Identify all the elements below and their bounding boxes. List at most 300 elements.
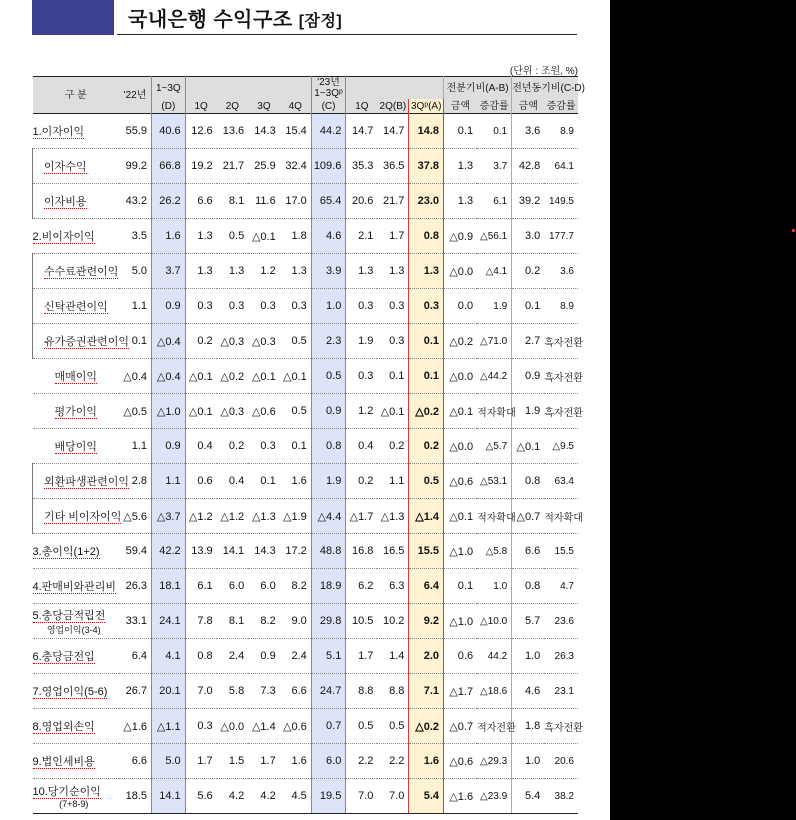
- header-d: (D): [152, 99, 186, 114]
- header-2023-year: '23년: [317, 77, 340, 88]
- row-label: [33, 254, 119, 289]
- row-label-text: 3.총이익(1+2): [32, 546, 100, 558]
- table-cell: △0.2: [409, 709, 444, 744]
- row-label-text: 이자수익: [44, 161, 87, 173]
- table-cell: 6.1: [185, 569, 217, 604]
- table-cell: 8.2: [280, 569, 312, 604]
- table-cell: 1.9: [311, 464, 346, 499]
- table-cell: 0.1: [477, 114, 512, 149]
- title-suffix: [잠정]: [298, 13, 343, 30]
- table-cell: 1.7: [377, 219, 409, 254]
- table-cell: 0.3: [217, 289, 249, 324]
- table-cell: 37.8: [409, 149, 444, 184]
- header-category: 구 분: [33, 77, 119, 114]
- table-cell: 6.4: [119, 639, 152, 674]
- table-cell: 6.0: [217, 569, 249, 604]
- row-label-text: 배당이익: [54, 441, 98, 453]
- table-cell: 4.7: [544, 569, 578, 604]
- header-q1: 1Q: [185, 99, 217, 114]
- table-cell: 0.2: [377, 429, 409, 464]
- table-cell: △0.1: [512, 429, 545, 464]
- table-cell: 0.3: [280, 289, 312, 324]
- table-cell: 2.3: [311, 324, 346, 359]
- black-panel: [610, 0, 796, 820]
- table-cell: 55.9: [119, 114, 152, 149]
- row-label-text: 1.이자이익: [32, 126, 85, 138]
- row-label: [33, 744, 119, 779]
- table-cell: △0.1: [248, 359, 280, 394]
- table-cell: 0.3: [377, 289, 409, 324]
- table-cell: △29.3: [477, 744, 512, 779]
- table-cell: △0.1: [444, 499, 478, 534]
- table-cell: 23.0: [409, 184, 444, 219]
- table-cell: 0.3: [185, 289, 217, 324]
- table-cell: 0.1: [377, 359, 409, 394]
- table-cell: △71.0: [477, 324, 512, 359]
- table-cell: 1.0: [512, 639, 545, 674]
- table-cell: 0.5: [346, 709, 378, 744]
- table-cell: 25.9: [248, 149, 280, 184]
- table-cell: 10.5: [346, 604, 378, 639]
- table-cell: 14.8: [409, 114, 444, 149]
- row-label-text: 4.판매비와관리비: [32, 581, 117, 593]
- table-cell: 2.1: [346, 219, 378, 254]
- table-cell: 6.4: [409, 569, 444, 604]
- table-cell: 11.6: [248, 184, 280, 219]
- table-cell: 14.7: [377, 114, 409, 149]
- table-cell: 2.4: [217, 639, 249, 674]
- table-cell: 0.2: [346, 464, 378, 499]
- header-2022-quarters: [185, 77, 311, 100]
- table-cell: 7.1: [409, 674, 444, 709]
- table-cell: 0.3: [346, 289, 378, 324]
- row-label: [33, 149, 119, 184]
- table-cell: △1.0: [444, 534, 478, 569]
- table-cell: 5.1: [311, 639, 346, 674]
- table-cell: △5.7: [477, 429, 512, 464]
- table-row: [33, 744, 579, 779]
- table-cell: 4.6: [512, 674, 545, 709]
- table-cell: 4.2: [248, 779, 280, 814]
- table-cell: 1.3: [280, 254, 312, 289]
- table-cell: 0.0: [444, 289, 478, 324]
- table-cell: 0.3: [248, 289, 280, 324]
- table-cell: 20.6: [544, 744, 578, 779]
- table-cell: 0.9: [152, 429, 186, 464]
- table-cell: 10.2: [377, 604, 409, 639]
- table-cell: 1.2: [248, 254, 280, 289]
- table-cell: 0.8: [311, 429, 346, 464]
- table-cell: △1.6: [444, 779, 478, 814]
- table-cell: △4.1: [477, 254, 512, 289]
- table-cell: △0.6: [444, 744, 478, 779]
- row-label-sub: 영업이익(3-4): [46, 624, 101, 635]
- table-cell: 21.7: [217, 149, 249, 184]
- table-cell: 1.4: [377, 639, 409, 674]
- table-cell: △44.2: [477, 359, 512, 394]
- table-cell: 26.2: [152, 184, 186, 219]
- table-cell: 0.1: [248, 464, 280, 499]
- row-label-text: 기타 비이자이익: [44, 511, 122, 523]
- table-cell: 3.5: [119, 219, 152, 254]
- table-cell: 1.6: [409, 744, 444, 779]
- table-cell: 14.7: [346, 114, 378, 149]
- table-cell: 1.8: [512, 709, 545, 744]
- table-cell: 15.5: [544, 534, 578, 569]
- table-cell: 177.7: [544, 219, 578, 254]
- table-cell: 흑자전환: [544, 324, 578, 359]
- table-cell: 7.0: [377, 779, 409, 814]
- row-label: [33, 359, 119, 394]
- table-cell: △0.3: [248, 324, 280, 359]
- table-cell: 26.3: [119, 569, 152, 604]
- table-cell: 1.3: [346, 254, 378, 289]
- table-cell: 0.1: [280, 429, 312, 464]
- header-yoy: 전년동기비(C-D): [512, 77, 578, 100]
- table-cell: 0.4: [217, 464, 249, 499]
- table-cell: 63.4: [544, 464, 578, 499]
- row-label: [33, 324, 130, 359]
- row-label: [33, 184, 119, 219]
- table-cell: 17.2: [280, 534, 312, 569]
- row-label: [33, 394, 119, 429]
- header-qoq-rate: 증감률: [477, 99, 512, 114]
- table-cell: 3.6: [544, 254, 578, 289]
- table-cell: 1.0: [512, 744, 545, 779]
- table-cell: △0.6: [248, 394, 280, 429]
- table-cell: 1.9: [346, 324, 378, 359]
- row-label-text: 이자비용: [44, 196, 87, 208]
- table-cell: 4.2: [217, 779, 249, 814]
- table-cell: 적자확대: [477, 394, 512, 429]
- table-cell: 65.4: [311, 184, 346, 219]
- table-cell: 14.1: [217, 534, 249, 569]
- title-text: 국내은행 수익구조: [128, 9, 293, 31]
- table-cell: △0.5: [119, 394, 152, 429]
- table-cell: 0.5: [217, 219, 249, 254]
- table-row: [33, 639, 579, 674]
- table-cell: 0.2: [217, 429, 249, 464]
- table-cell: 0.9: [152, 289, 186, 324]
- table-cell: 14.3: [248, 534, 280, 569]
- table-cell: 1.3: [217, 254, 249, 289]
- table-cell: 1.3: [185, 254, 217, 289]
- table-cell: △0.0: [444, 359, 478, 394]
- row-label: [33, 499, 122, 534]
- table-cell: 42.2: [152, 534, 186, 569]
- table-cell: 6.6: [119, 744, 152, 779]
- row-label-text: 5.충당금적립전: [32, 609, 106, 622]
- table-row: [33, 324, 579, 359]
- row-label-text: 2.비이자이익: [32, 231, 95, 243]
- table-cell: 6.0: [311, 744, 346, 779]
- table-row: [33, 534, 579, 569]
- table-cell: 1.7: [185, 744, 217, 779]
- table-cell: 0.3: [377, 324, 409, 359]
- table-cell: 33.1: [119, 604, 152, 639]
- table-cell: 1.7: [346, 639, 378, 674]
- table-cell: 5.0: [152, 744, 186, 779]
- table-cell: △0.3: [217, 394, 249, 429]
- table-cell: 0.5: [280, 394, 312, 429]
- table-cell: 0.5: [280, 324, 312, 359]
- table-cell: 6.6: [512, 534, 545, 569]
- table-cell: 1.0: [311, 289, 346, 324]
- header-q4: 4Q: [280, 99, 312, 114]
- table-cell: 24.1: [152, 604, 186, 639]
- table-cell: 3.0: [512, 219, 545, 254]
- row-label: [33, 464, 130, 499]
- table-cell: 1.3: [444, 184, 478, 219]
- table-cell: 1.3: [185, 219, 217, 254]
- table-cell: △0.1: [185, 359, 217, 394]
- table-cell: 21.7: [377, 184, 409, 219]
- row-label-text: 10.당기순이익: [32, 786, 101, 798]
- table-cell: 0.8: [512, 464, 545, 499]
- table-cell: 8.8: [346, 674, 378, 709]
- table-cell: 0.8: [512, 569, 545, 604]
- table-row: [33, 184, 579, 219]
- header-nq1: 1Q: [346, 99, 378, 114]
- table-cell: △4.4: [311, 499, 346, 534]
- row-label-text: 외환파생관련이익: [44, 476, 130, 488]
- table-body: [32, 114, 583, 814]
- table-cell: 35.3: [346, 149, 378, 184]
- table-cell: 0.5: [409, 464, 444, 499]
- header-nq3: 3Qᵖ(A): [409, 99, 444, 114]
- table-cell: 0.4: [346, 429, 378, 464]
- table-cell: △0.0: [444, 254, 478, 289]
- table-cell: 17.0: [280, 184, 312, 219]
- table-cell: 적자확대: [477, 499, 512, 534]
- table-cell: 48.8: [311, 534, 346, 569]
- table-cell: △0.4: [119, 359, 152, 394]
- table-cell: 5.6: [185, 779, 217, 814]
- table-row: [33, 429, 579, 464]
- row-label-text: 8.영업외손익: [32, 721, 95, 733]
- table-cell: 0.1: [409, 324, 444, 359]
- table-cell: 6.2: [346, 569, 378, 604]
- table-cell: △23.9: [477, 779, 512, 814]
- row-label-text: 9.법인세비용: [32, 756, 95, 768]
- table-cell: 13.9: [185, 534, 217, 569]
- table-cell: 8.2: [248, 604, 280, 639]
- table-cell: 5.8: [217, 674, 249, 709]
- table-cell: 38.2: [544, 779, 578, 814]
- table-cell: △1.0: [152, 394, 186, 429]
- table-cell: 적자전환: [477, 709, 512, 744]
- table-cell: △9.5: [544, 429, 578, 464]
- table-cell: 42.8: [512, 149, 545, 184]
- table-cell: 5.7: [512, 604, 545, 639]
- table-cell: 36.5: [377, 149, 409, 184]
- table-cell: 3.7: [152, 254, 186, 289]
- table-cell: 40.6: [152, 114, 186, 149]
- table-cell: 1.2: [346, 394, 378, 429]
- table-cell: 5.4: [512, 779, 545, 814]
- row-label-text: 6.충당금전입: [32, 651, 95, 663]
- table-cell: 0.9: [512, 359, 545, 394]
- table-row: [33, 114, 579, 149]
- table-cell: 0.1: [444, 569, 478, 604]
- table-cell: △1.4: [248, 709, 280, 744]
- row-label: [33, 534, 119, 569]
- table-cell: 15.4: [280, 114, 312, 149]
- table-row: [33, 709, 579, 744]
- header-2023-period: 1~3Qᵖ: [314, 88, 343, 99]
- table-cell: 0.5: [311, 359, 346, 394]
- table-cell: 0.3: [248, 429, 280, 464]
- table-row: [33, 569, 579, 604]
- row-label-text: 매매이익: [54, 371, 98, 383]
- table-cell: △0.1: [248, 219, 280, 254]
- table-cell: 6.1: [477, 184, 512, 219]
- table-cell: 6.0: [248, 569, 280, 604]
- table-row: [33, 604, 579, 639]
- header-q3: 3Q: [248, 99, 280, 114]
- row-label-text: 평가이익: [54, 406, 98, 418]
- table-cell: 6.6: [280, 674, 312, 709]
- table-cell: 6.3: [377, 569, 409, 604]
- table-cell: 1.6: [152, 219, 186, 254]
- table-cell: 29.8: [311, 604, 346, 639]
- table-cell: △0.2: [444, 324, 478, 359]
- table-cell: △0.7: [512, 499, 545, 534]
- table-cell: 5.0: [119, 254, 152, 289]
- table-cell: 2.8: [119, 464, 152, 499]
- table-cell: △0.7: [444, 709, 478, 744]
- row-label: [33, 639, 119, 674]
- table-cell: 0.8: [409, 219, 444, 254]
- table-cell: 15.5: [409, 534, 444, 569]
- table-cell: 2.2: [377, 744, 409, 779]
- table-cell: 7.0: [185, 674, 217, 709]
- table-cell: △0.0: [444, 429, 478, 464]
- table-cell: △1.3: [377, 499, 409, 534]
- table-cell: △1.1: [152, 709, 186, 744]
- page-title: [128, 3, 342, 32]
- table-cell: 5.4: [409, 779, 444, 814]
- header-c: (C): [311, 99, 346, 114]
- table-row: [33, 464, 579, 499]
- table-cell: 109.6: [311, 149, 346, 184]
- table-row: [33, 394, 579, 429]
- table-cell: △0.6: [280, 709, 312, 744]
- table-cell: 32.4: [280, 149, 312, 184]
- table-cell: 1.3: [377, 254, 409, 289]
- table-cell: 24.7: [311, 674, 346, 709]
- header-qoq: 전분기비(A-B): [444, 77, 512, 100]
- title-decoration-box: [32, 0, 114, 35]
- table-cell: △10.0: [477, 604, 512, 639]
- table-cell: 7.0: [346, 779, 378, 814]
- table-cell: 8.1: [217, 184, 249, 219]
- table-cell: 14.3: [248, 114, 280, 149]
- table-cell: △56.1: [477, 219, 512, 254]
- header-2023: [311, 77, 346, 100]
- table-cell: 2.4: [280, 639, 312, 674]
- table-cell: 19.5: [311, 779, 346, 814]
- table-cell: 99.2: [119, 149, 152, 184]
- row-label: [33, 779, 119, 814]
- table-cell: 0.9: [311, 394, 346, 429]
- table-cell: 1.6: [280, 464, 312, 499]
- table-cell: 0.3: [346, 359, 378, 394]
- table-cell: 1.9: [512, 394, 545, 429]
- table-cell: 149.5: [544, 184, 578, 219]
- table-cell: △0.0: [217, 709, 249, 744]
- title-underline: [117, 34, 577, 35]
- table-cell: △1.2: [217, 499, 249, 534]
- table-cell: 0.1: [512, 289, 545, 324]
- table-cell: △5.8: [477, 534, 512, 569]
- table-cell: 0.3: [185, 709, 217, 744]
- table-cell: △1.4: [409, 499, 444, 534]
- table-cell: 1.3: [409, 254, 444, 289]
- table-cell: 39.2: [512, 184, 545, 219]
- table-cell: 3.6: [512, 114, 545, 149]
- table-cell: 0.6: [444, 639, 478, 674]
- row-label: [33, 289, 119, 324]
- table-cell: 23.6: [544, 604, 578, 639]
- table-cell: 59.4: [119, 534, 152, 569]
- table-cell: 26.3: [544, 639, 578, 674]
- table-cell: △0.3: [217, 324, 249, 359]
- table-cell: △0.1: [377, 394, 409, 429]
- table-cell: 3.7: [477, 149, 512, 184]
- table-cell: △0.4: [152, 324, 186, 359]
- table-cell: 20.1: [152, 674, 186, 709]
- table-cell: △0.1: [444, 394, 478, 429]
- table-row: [33, 779, 579, 814]
- table-cell: △1.0: [444, 604, 478, 639]
- table-cell: 9.2: [409, 604, 444, 639]
- table-cell: 0.2: [185, 324, 217, 359]
- table-cell: 18.5: [119, 779, 152, 814]
- row-label: [33, 674, 119, 709]
- table-cell: 0.4: [185, 429, 217, 464]
- table-cell: 1.1: [119, 429, 152, 464]
- table-cell: 16.8: [346, 534, 378, 569]
- table-cell: △1.7: [444, 674, 478, 709]
- table-cell: △1.2: [185, 499, 217, 534]
- header-qoq-amount: 금액: [444, 99, 478, 114]
- table-cell: 0.8: [185, 639, 217, 674]
- table-cell: 1.1: [152, 464, 186, 499]
- table-cell: 23.1: [544, 674, 578, 709]
- table-cell: 흑자전환: [544, 394, 578, 429]
- table-cell: △1.3: [248, 499, 280, 534]
- table-cell: 8.1: [217, 604, 249, 639]
- table-cell: 0.7: [311, 709, 346, 744]
- row-label: [33, 114, 119, 149]
- table-cell: 1.5: [217, 744, 249, 779]
- table-row: [33, 254, 579, 289]
- table-cell: △0.6: [444, 464, 478, 499]
- table-cell: 14.1: [152, 779, 186, 814]
- row-label-sub: (7+8-9): [59, 799, 89, 809]
- table-cell: 1.1: [377, 464, 409, 499]
- table-cell: △18.6: [477, 674, 512, 709]
- table-cell: △0.9: [444, 219, 478, 254]
- table-cell: 1.9: [477, 289, 512, 324]
- table-row: [33, 499, 579, 534]
- table-cell: 44.2: [477, 639, 512, 674]
- table-cell: △53.1: [477, 464, 512, 499]
- row-label-text: 신탁관련이익: [44, 301, 108, 313]
- table-cell: △0.1: [185, 394, 217, 429]
- header-2022: '22년: [119, 77, 152, 114]
